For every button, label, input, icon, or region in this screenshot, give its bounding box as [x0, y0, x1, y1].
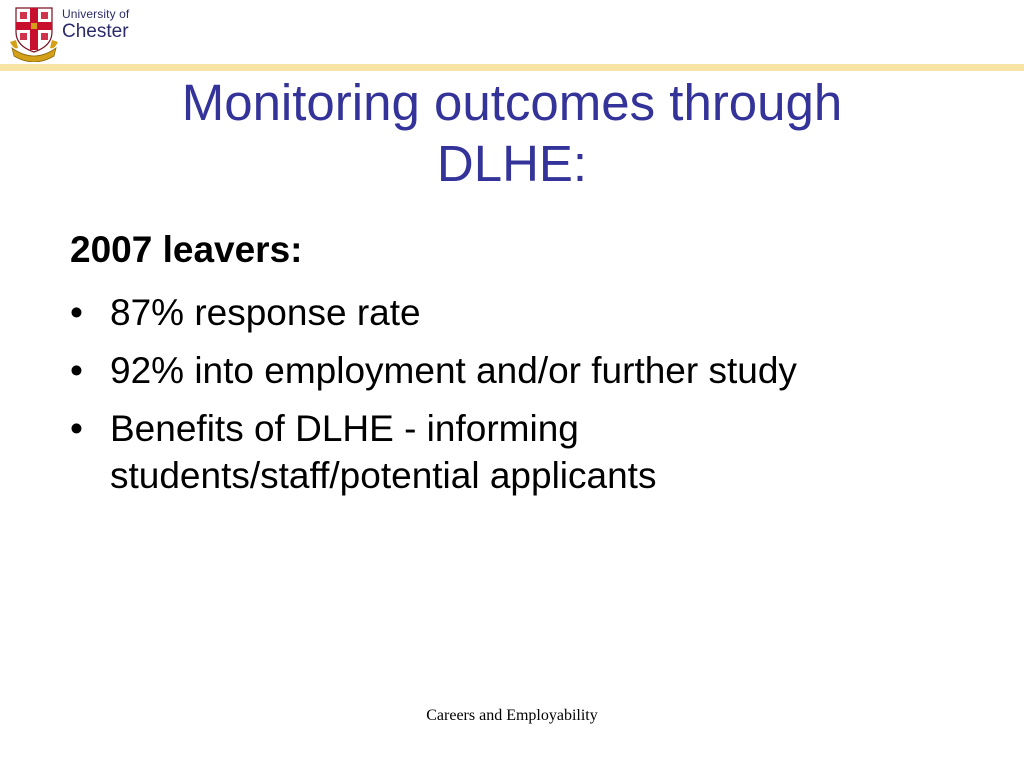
slide-body	[70, 226, 950, 510]
slide-title: Monitoring outcomes through DLHE:	[181, 74, 843, 192]
university-logo	[8, 4, 148, 62]
logo-wordmark	[62, 8, 129, 41]
bullet-icon: •	[70, 408, 83, 449]
logo-line-university-of: University of	[62, 7, 130, 21]
slide-footer: Careers and Employability	[426, 707, 598, 724]
bullet-text: 92% into employment and/or further study	[110, 350, 797, 391]
bullet-item	[70, 289, 950, 336]
bullet-item	[70, 347, 950, 394]
bullet-icon: •	[70, 350, 83, 391]
section-heading: 2007 leavers:	[70, 229, 303, 270]
bullet-item	[70, 405, 950, 499]
logo-line-chester: Chester	[62, 21, 129, 42]
bullet-list	[70, 289, 950, 499]
bullet-text: 87% response rate	[110, 292, 421, 333]
university-crest-icon	[8, 4, 60, 62]
bullet-text: Benefits of DLHE - informing students/staff/potential applicants	[110, 408, 657, 496]
header-rule	[0, 64, 1024, 71]
bullet-icon: •	[70, 292, 83, 333]
